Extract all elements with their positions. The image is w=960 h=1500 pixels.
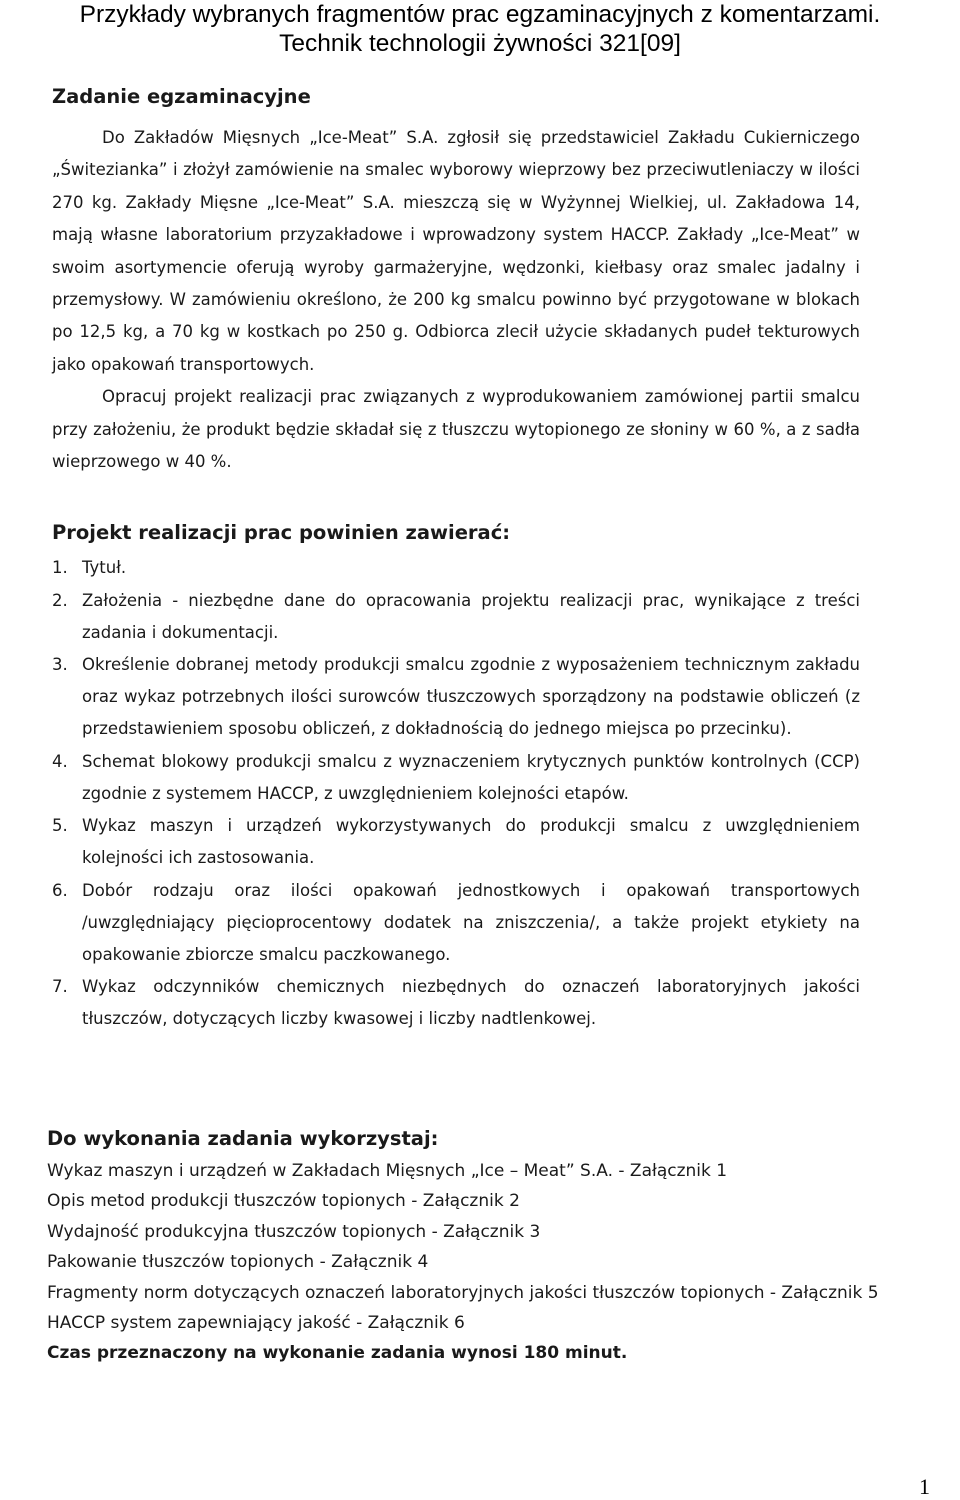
list-item-text: Tytuł. (82, 558, 127, 578)
task-instruction: Opracuj projekt realizacji prac związanych z wyprodukowaniem zamówionej partii smalcu przy założeniu, że produkt będzie składał się z tłuszczu wytopionego ze słoniny w 60 %, a z sadła wieprzowego w 40 %. (52, 387, 860, 472)
attachment-item: Wydajność produkcyjna tłuszczów topionych - Załącznik 3 (47, 1221, 541, 1242)
list-item-number: 5. (52, 816, 68, 836)
list-item-text: Dobór rodzaju oraz ilości opakowań jednostkowych i opakowań transportowych /uwzględniający pięcioprocentowy dodatek na zniszczenia/, a także projekt etykiety na opakowanie zbiorcze smalcu paczkowanego. (82, 880, 860, 964)
project-requirements-heading: Projekt realizacji prac powinien zawierać: (52, 521, 511, 545)
document-header (0, 0, 960, 58)
attachment-item: HACCP system zapewniający jakość - Załącznik 6 (47, 1313, 465, 1334)
list-item-text: Wykaz maszyn i urządzeń wykorzystywanych do produkcji smalcu z uwzględnieniem kolejności ich zastosowania. (82, 816, 860, 868)
task-paragraph: Do Zakładów Mięsnych „Ice-Meat” S.A. zgłosił się przedstawiciel Zakładu Cukierniczego „Świtezianka” i złożył zamówienie na smalec wyborowy wieprzowy bez przeciwutleniaczy w ilości 270 kg. Zakłady Mięsne „Ice-Meat” S.A. mieszczą się w Wyżynnej Wielkiej, ul. Zakładowa 14, mają własne laboratorium przyzakładowe i wprowadzony system HACCP. Zakłady „Ice-Meat” w swoim asortymencie oferują wyroby garmażeryjne, wędzonki, kiełbasy oraz smalec jadalny i przemysłowy. W zamówieniu określono, że 200 kg smalcu powinno być przygotowane w blokach po 12,5 kg, a 70 kg w kostkach po 250 g. Odbiorca zlecił użycie składanych pudeł tekturowych jako opakowań transportowych. (52, 128, 860, 374)
list-item (52, 810, 860, 874)
list-item (52, 649, 860, 746)
project-requirements-list (52, 552, 860, 1035)
list-item (52, 746, 860, 810)
materials-heading: Do wykonania zadania wykorzystaj: (47, 1127, 439, 1150)
attachment-item: Fragmenty norm dotyczących oznaczeń laboratoryjnych jakości tłuszczów topionych - Załącznik 5 (47, 1282, 879, 1303)
list-item-number: 6. (52, 880, 68, 900)
list-item-number: 1. (52, 558, 68, 578)
list-item-text: Założenia - niezbędne dane do opracowania projektu realizacji prac, wynikające z treści zadania i dokumentacji. (82, 590, 860, 642)
list-item (52, 971, 860, 1035)
time-limit-note: Czas przeznaczony na wykonanie zadania wynosi 180 minut. (47, 1343, 628, 1364)
list-item-text: Schemat blokowy produkcji smalcu z wyznaczeniem krytycznych punktów kontrolnych (CCP) zgodnie z systemem HACCP, z uwzględnieniem kolejności etapów. (82, 751, 860, 803)
list-item (52, 585, 860, 649)
list-item-text: Wykaz odczynników chemicznych niezbędnych do oznaczeń laboratoryjnych jakości tłuszczów, dotyczących liczby kwasowej i liczby nadtlenkowej. (82, 977, 860, 1029)
list-item-number: 2. (52, 590, 68, 610)
task-heading: Zadanie egzaminacyjne (52, 85, 311, 108)
list-item-text: Określenie dobranej metody produkcji smalcu zgodnie z wyposażeniem technicznym zakładu oraz wykaz potrzebnych ilości surowców tłuszczowych sporządzony na podstawie obliczeń (z przedstawieniem sposobu obliczeń, z dokładnością do jednego miejsca po przecinku). (82, 655, 860, 739)
attachment-item: Opis metod produkcji tłuszczów topionych - Załącznik 2 (47, 1191, 520, 1212)
document-title: Przykłady wybranych fragmentów prac egzaminacyjnych z komentarzami. (79, 1, 881, 28)
page-number: 1 (919, 1474, 930, 1499)
list-item (52, 552, 860, 584)
attachment-item: Pakowanie tłuszczów topionych - Załącznik 4 (47, 1252, 429, 1273)
materials-section (47, 1124, 911, 1368)
list-item-number: 3. (52, 655, 68, 675)
list-item-number: 7. (52, 977, 68, 997)
attachment-item: Wykaz maszyn i urządzeń w Zakładach Mięsnych „Ice – Meat” S.A. - Załącznik 1 (47, 1161, 728, 1181)
exam-task-section (52, 84, 860, 1036)
list-item-number: 4. (52, 751, 68, 771)
list-item (52, 875, 860, 972)
document-subtitle: Technik technologii żywności 321[09] (279, 30, 681, 57)
